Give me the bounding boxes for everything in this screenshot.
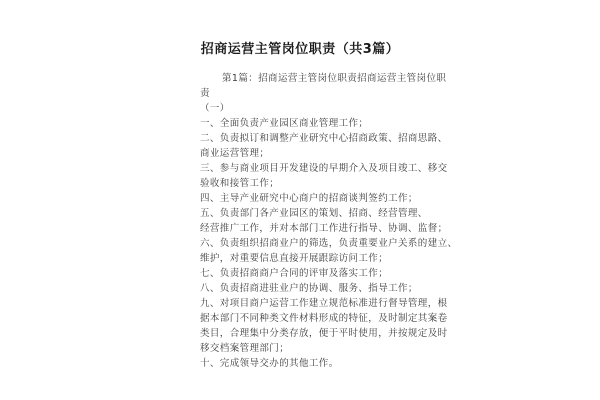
body-line: 九、对项目商户运营工作建立规范标准进行督导管理，根 [200, 298, 448, 309]
body-line: 五、负责部门各产业园区的策划、招商、经营管理、 [200, 208, 428, 219]
body-line: 二、负责拟订和调整产业研究中心招商政策、招商思路、 [200, 133, 448, 144]
body-line: 十、完成领导交办的其他工作。 [200, 358, 339, 369]
body-line: 六、负责组织招商业户的筛选，负责重要业户关系的建立、 [200, 238, 458, 249]
body-line: 移交档案管理部门； [200, 343, 290, 354]
body-line: 据本部门不同种类文件材料形成的特征，及时制定其案卷 [200, 313, 448, 324]
body-line: 三、参与商业项目开发建设的早期介入及项目竣工、移交 [200, 163, 448, 174]
body-line: （一） [200, 103, 230, 114]
document-title: 招商运营主管岗位职责（共3篇） [200, 42, 400, 57]
body-line: 一、全面负责产业园区商业管理工作； [200, 118, 369, 129]
body-line: 验收和接管工作； [200, 178, 280, 189]
body-line: 维护，对重要信息直接开展跟踪访问工作； [200, 253, 389, 264]
body-line: 经营推广工作，并对本部门工作进行指导、协调、监督； [200, 223, 448, 234]
body-line: 七、负责招商商户合同的评审及落实工作； [200, 268, 389, 279]
body-line: 八、负责招商进驻业户的协调、服务、指导工作； [200, 283, 418, 294]
body-line: 商业运营管理； [200, 148, 270, 159]
body-line: 第1篇：招商运营主管岗位职责招商运营主管岗位职 [222, 73, 447, 84]
body-line: 类目，合理集中分类存放，便于平时使用，并按规定及时 [200, 328, 448, 339]
body-line: 四、主导产业研究中心商户的招商谈判签约工作； [200, 193, 418, 204]
body-line: 责 [200, 88, 210, 99]
